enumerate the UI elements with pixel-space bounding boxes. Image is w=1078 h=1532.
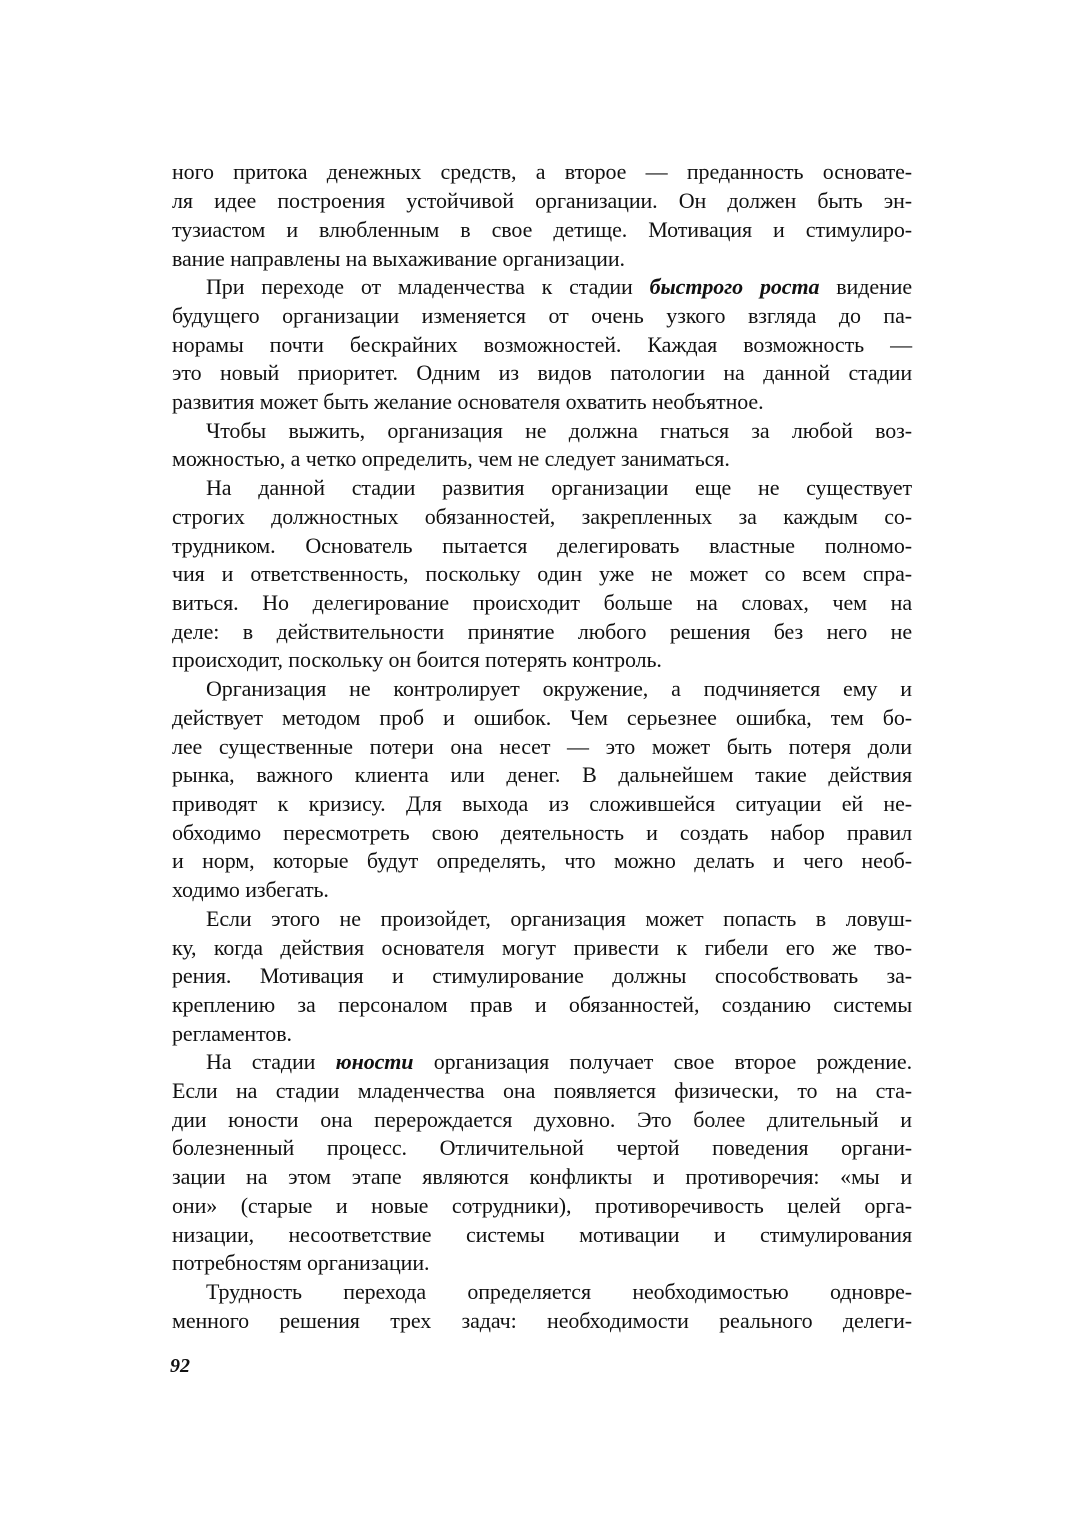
text-line: происходит, поскольку он боится потерять контроль. (172, 647, 662, 672)
text-line: ходимо избегать. (172, 877, 329, 902)
text-line: ного притока денежных средств, а второе — преданность основате- (172, 159, 912, 184)
text-line: они» (старые и новые сотрудники), противоречивость целей орга- (172, 1193, 912, 1218)
text-line: строгих должностных обязанностей, закрепленных за каждым со- (172, 504, 912, 529)
text-line: лее существенные потери она несет — это может быть потеря доли (172, 734, 912, 759)
text-line: развития может быть желание основателя охватить необъятное. (172, 389, 764, 414)
text-line: трудником. Основатель пытается делегировать властные полномо- (172, 533, 912, 558)
page-number: 92 (170, 1355, 190, 1377)
text-line: чия и ответственность, поскольку один уже не может со всем спра- (172, 561, 912, 586)
italic-term: быстрого роста (649, 274, 820, 299)
text-line: Чтобы выжить, организация не должна гнаться за любой воз- (206, 418, 912, 443)
text-line: тузиастом и влюбленным в свое детище. Мотивация и стимулиро- (172, 217, 912, 242)
text-line: рения. Мотивация и стимулирование должны способствовать за- (172, 963, 912, 988)
text-run: видение (819, 274, 913, 299)
text-line: креплению за персоналом прав и обязанностей, созданию системы (172, 992, 912, 1017)
text-line: виться. Но делегирование происходит больше на словах, чем на (172, 590, 912, 615)
text-line: регламентов. (172, 1021, 292, 1046)
text-line: это новый приоритет. Одним из видов патологии на данной стадии (172, 360, 912, 385)
text-line: Трудность перехода определяется необходимостью одновре- (206, 1279, 912, 1304)
text-line: болезненный процесс. Отличительной чертой поведения органи- (172, 1135, 912, 1160)
text-line: ля идее построения устойчивой организации. Он должен быть эн- (172, 188, 912, 213)
text-line: и норм, которые будут определять, что можно делать и чего необ- (172, 848, 912, 873)
text-line: будущего организации изменяется от очень узкого взгляда до па- (172, 303, 912, 328)
text-line: рынка, важного клиента или денег. В дальнейшем такие действия (172, 762, 912, 787)
text-line (172, 272, 912, 302)
text-line: обходимо пересмотреть свою деятельность и создать набор правил (172, 820, 912, 845)
text-line: Организация не контролирует окружение, а подчиняется ему и (206, 676, 912, 701)
text-line: дии юности она перерождается духовно. Это более длительный и (172, 1107, 912, 1132)
text-line: вание направлены на выхаживание организации. (172, 246, 625, 271)
text-line: действует методом проб и ошибок. Чем серьезнее ошибка, тем бо- (172, 705, 912, 730)
text-run: При переходе от младенчества к стадии (206, 274, 650, 299)
text-line (172, 1047, 912, 1077)
text-line: деле: в действительности принятие любого решения без него не (172, 619, 912, 644)
text-line: можностью, а четко определить, чем не следует заниматься. (172, 446, 730, 471)
text-run: На стадии (206, 1049, 336, 1074)
text-line: Если этого не произойдет, организация может попасть в ловуш- (206, 906, 912, 931)
text-run: организация получает свое второе рождение. (413, 1049, 912, 1074)
text-line: низации, несоответствие системы мотивации и стимулирования (172, 1222, 912, 1247)
text-line: менного решения трех задач: необходимости реального делеги- (172, 1308, 912, 1333)
text-line: потребностям организации. (172, 1250, 430, 1275)
italic-term: юности (335, 1049, 414, 1074)
text-line: Если на стадии младенчества она появляется физически, то на ста- (172, 1078, 912, 1103)
text-line: зации на этом этапе являются конфликты и противоречия: «мы и (172, 1164, 912, 1189)
text-line: На данной стадии развития организации еще не существует (206, 475, 912, 500)
text-line: ку, когда действия основателя могут привести к гибели его же тво- (172, 935, 912, 960)
text-line: норамы почти бескрайних возможностей. Каждая возможность — (172, 332, 912, 357)
text-line: приводят к кризису. Для выхода из сложившейся ситуации ей не- (172, 791, 912, 816)
